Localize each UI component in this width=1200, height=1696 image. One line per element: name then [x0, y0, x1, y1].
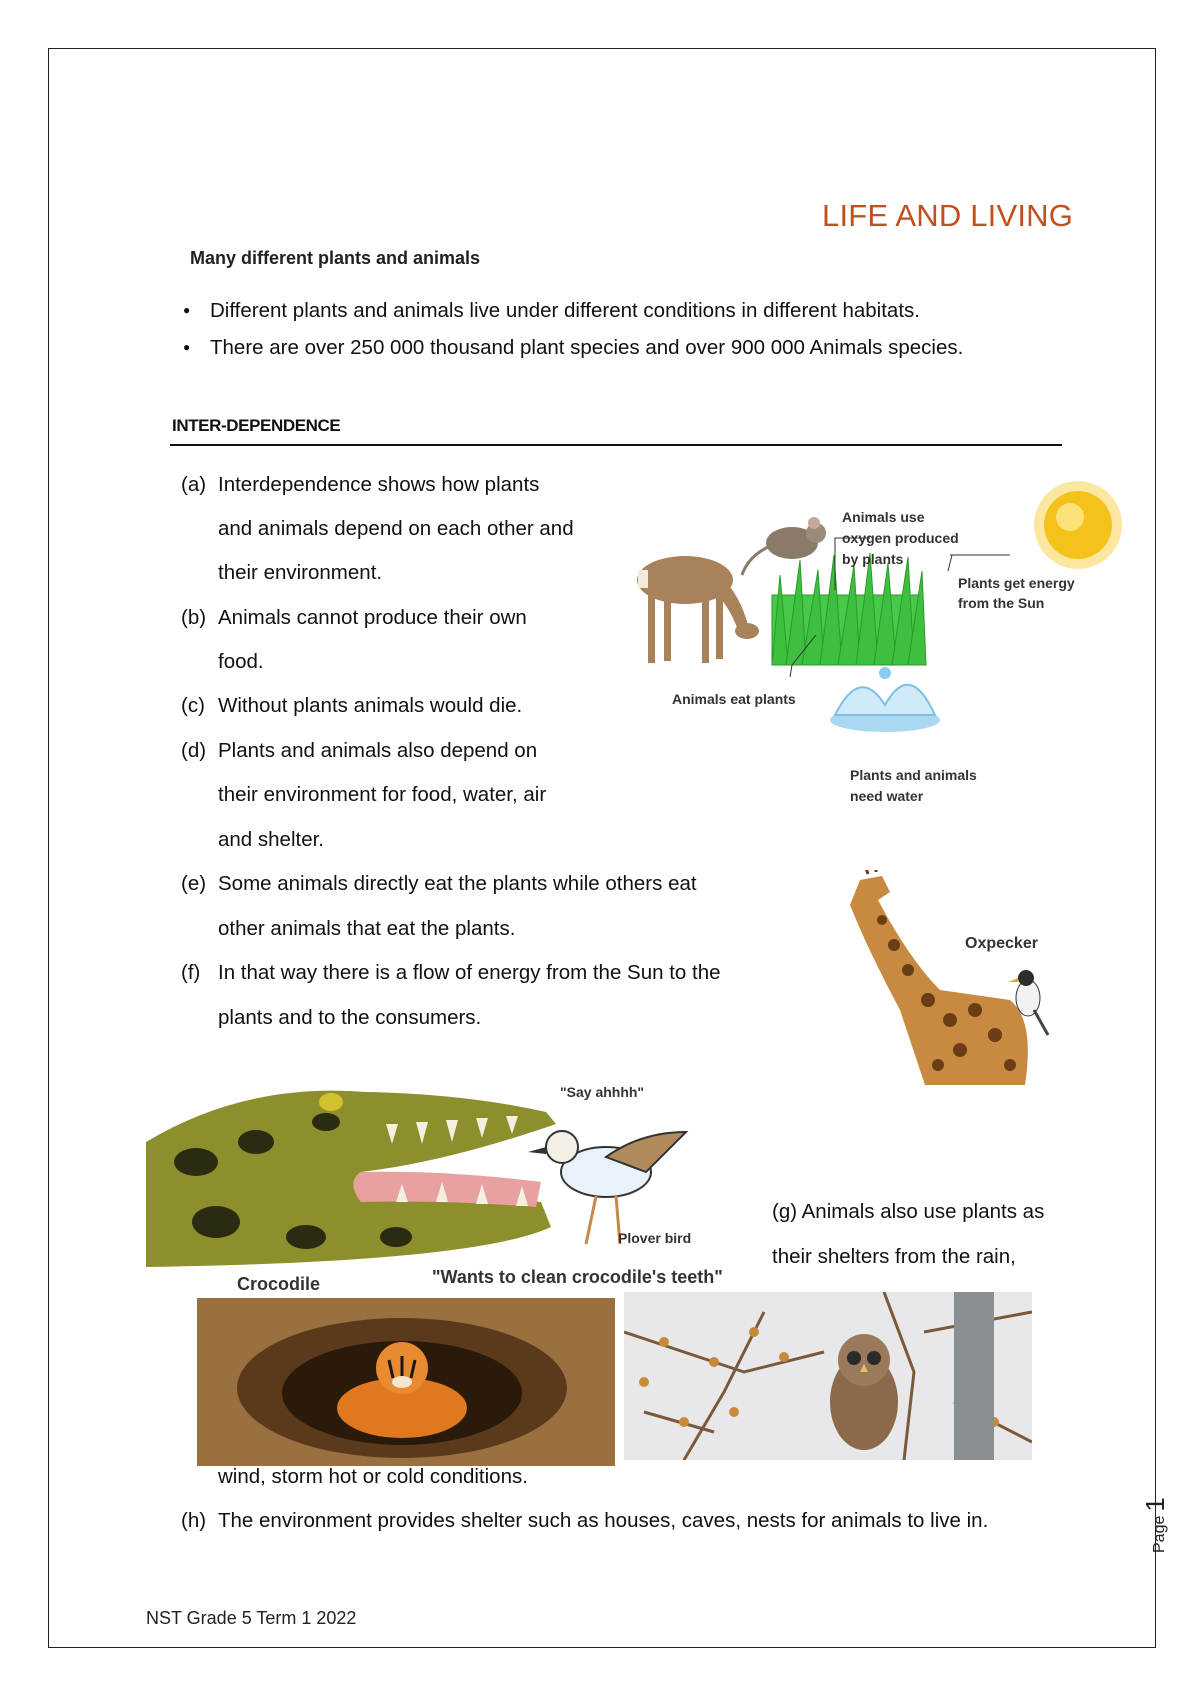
- water-splash-icon: [830, 667, 940, 732]
- say-ahhhh-label: "Say ahhhh": [560, 1084, 645, 1100]
- deer-icon: [637, 556, 759, 663]
- point-h-line-1: The environment provides shelter such as houses, caves, nests for animals to live in.: [218, 1509, 989, 1532]
- point-f-line-1: In that way there is a flow of energy from the Sun to the: [218, 961, 721, 984]
- point-e-line-2: other animals that eat the plants.: [218, 917, 516, 940]
- point-c-label: (c): [181, 694, 205, 717]
- page-number-value: 1: [1140, 1497, 1170, 1512]
- footer-text: NST Grade 5 Term 1 2022: [146, 1608, 357, 1628]
- list-item: ● There are over 250 000 thousand plant species and over 900 000 Animals species.: [183, 329, 963, 366]
- interdependence-diagram: [630, 475, 1140, 820]
- sun-icon: [1034, 481, 1122, 569]
- page-title: LIFE AND LIVING: [822, 198, 1074, 233]
- water-label-1: Plants and animals: [850, 767, 977, 783]
- oxygen-label-1: Animals use: [842, 509, 925, 525]
- point-f-label: (f): [181, 961, 201, 984]
- point-a-line-1: Interdependence shows how plants: [218, 473, 540, 496]
- owl-illustration: [624, 1292, 1032, 1460]
- point-e-line-1: Some animals directly eat the plants while others eat: [218, 872, 697, 895]
- giraffe-icon: [850, 870, 1028, 1085]
- tiger-illustration: [197, 1298, 615, 1466]
- oxygen-label-2: oxygen produced: [842, 530, 959, 546]
- intro-subheading: Many different plants and animals: [190, 248, 481, 268]
- point-d-line-2: their environment for food, water, air: [218, 783, 547, 806]
- oxygen-label-3: by plants: [842, 551, 904, 567]
- plover-bird-icon: [528, 1131, 686, 1244]
- tiger-in-log-image: [197, 1298, 615, 1466]
- giraffe-illustration: [820, 870, 1060, 1090]
- point-f-line-2: plants and to the consumers.: [218, 1006, 482, 1029]
- list-item: ● Different plants and animals live under different conditions in different habitats.: [183, 292, 963, 329]
- page-word-text: Page: [1151, 1515, 1168, 1553]
- sun-energy-label-2: from the Sun: [958, 595, 1045, 611]
- oxpecker-label: Oxpecker: [965, 935, 1038, 952]
- plover-bird-label: Plover bird: [618, 1230, 692, 1246]
- sun-energy-label-1: Plants get energy: [958, 575, 1075, 591]
- intro-bullet-list: [183, 292, 963, 366]
- page-number: [1130, 1495, 1170, 1555]
- point-e-label: (e): [181, 872, 207, 895]
- point-b-label: (b): [181, 606, 207, 629]
- grass-icon: [772, 553, 926, 665]
- point-a-label: (a): [181, 473, 207, 496]
- mouse-icon: [742, 517, 826, 575]
- point-a-line-2: and animals depend on each other and: [218, 517, 574, 540]
- owl-icon: [830, 1334, 898, 1450]
- owl-in-tree-image: [624, 1292, 1032, 1460]
- section-divider: [170, 444, 1062, 446]
- animals-eat-plants-label: Animals eat plants: [672, 691, 796, 707]
- section-heading: INTER-DEPENDENCE: [172, 416, 341, 435]
- point-h-label: (h): [181, 1509, 207, 1532]
- point-g-line-2: their shelters from the rain,: [772, 1245, 1016, 1268]
- point-d-line-3: and shelter.: [218, 828, 324, 851]
- giraffe-image: [820, 870, 1060, 1090]
- clean-teeth-caption: "Wants to clean crocodile's teeth": [432, 1267, 723, 1287]
- point-c-line-1: Without plants animals would die.: [218, 694, 523, 717]
- point-d-label: (d): [181, 739, 207, 762]
- point-d-line-1: Plants and animals also depend on: [218, 739, 538, 762]
- crocodile-label: Crocodile: [237, 1274, 321, 1294]
- crocodile-icon: [146, 1091, 556, 1267]
- page-word: [1140, 1497, 1171, 1553]
- point-g-line-1: (g) Animals also use plants as: [772, 1200, 1045, 1223]
- point-a-line-3: their environment.: [218, 561, 383, 584]
- point-b-line-1: Animals cannot produce their own: [218, 606, 527, 629]
- point-b-line-2: food.: [218, 650, 264, 673]
- water-label-2: need water: [850, 788, 924, 804]
- point-g-line-3: wind, storm hot or cold conditions.: [218, 1465, 528, 1488]
